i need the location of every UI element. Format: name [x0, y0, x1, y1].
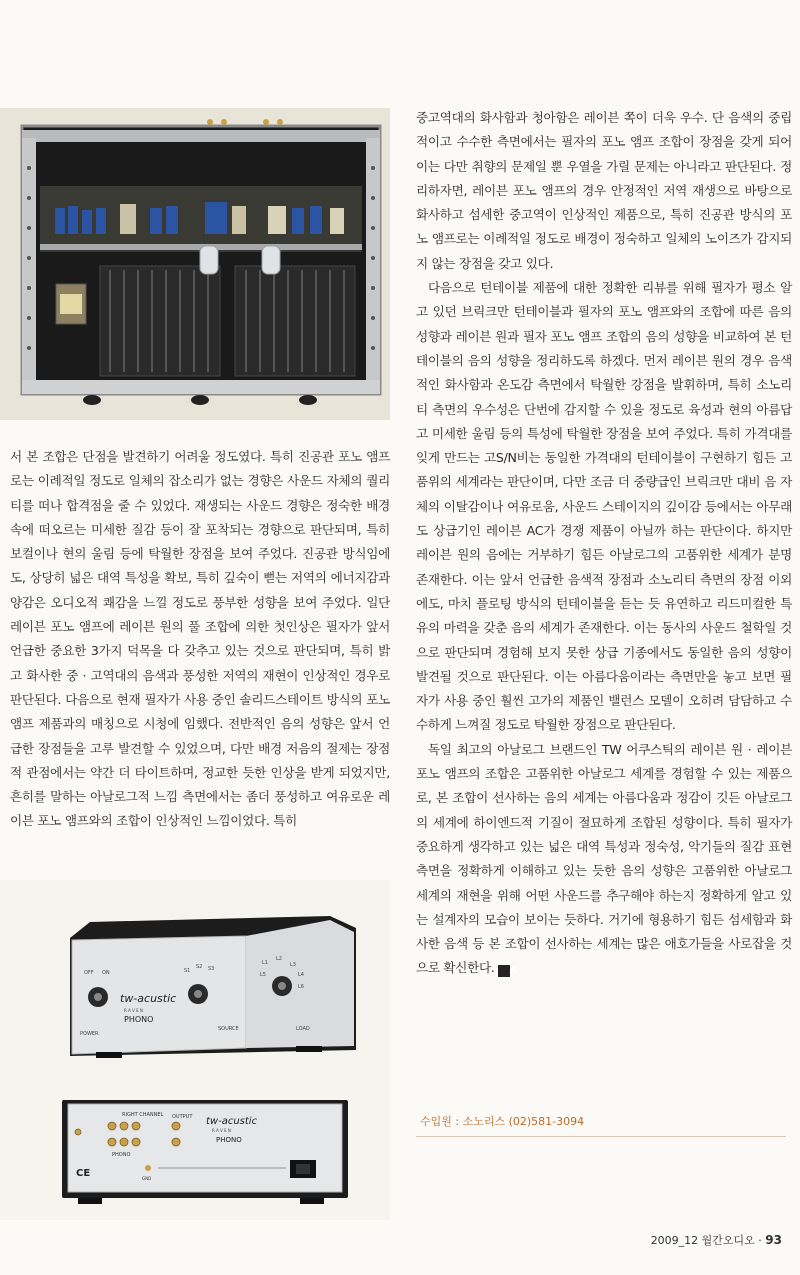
front-brand-text: tw-acustic — [120, 992, 177, 1005]
rear-raven-text: R A V E N — [212, 1128, 231, 1133]
label-power: POWER — [80, 1031, 99, 1037]
supplier-name: 소노리스 (02)581-3094 — [462, 1115, 585, 1128]
amplifier-interior-illustration — [0, 108, 390, 420]
article-left-column — [10, 445, 390, 834]
label-l5: L5 — [260, 972, 266, 978]
ce-mark: CE — [76, 1168, 91, 1179]
label-s3: S3 — [208, 966, 215, 972]
label-off: OFF — [84, 970, 94, 976]
end-mark-icon: A — [498, 965, 510, 977]
article-paragraph — [416, 738, 792, 981]
label-load: LOAD — [296, 1026, 310, 1032]
rear-phono-text: PHONO — [216, 1136, 242, 1144]
issue-label: 2009_12 월간오디오 · — [650, 1234, 766, 1247]
label-l4: L4 — [298, 972, 304, 978]
page-footer — [651, 1232, 782, 1248]
label-l6: L6 — [298, 984, 304, 990]
front-phono-text: PHONO — [124, 1015, 154, 1024]
amplifier-interior-photo — [0, 108, 390, 420]
label-l2: L2 — [276, 956, 282, 962]
rear-brand-text: tw-acustic — [206, 1116, 258, 1127]
article-paragraph: 중고역대의 화사함과 청아함은 레이븐 쪽이 더욱 우수. 단 음색의 중립적이고 수수한 측면에서는 필자의 포노 앰프 조합이 장점을 갖게 되어 이는 다만 취향의 문제일 뿐 우열을 가릴 문제는 아니라고 판단된다. 정리하자면, 레이븐 포노 앰프의 경우 안정적인 저역 재생으로 바탕으로 화사하고 섬세한 중고역이 인상적인 제품으로, 특히 진공관 방식의 포노 앰프로는 이례적일 정도로 배경이 정숙하고 일체의 노이즈가 감지되지 않는 장점을 갖고 있다. — [416, 110, 792, 271]
front-raven-text: R A V E N — [124, 1008, 143, 1013]
supplier-divider — [416, 1136, 786, 1137]
label-rear-phono-input: PHONO — [112, 1152, 131, 1158]
article-paragraph: 서 본 조합은 단점을 발견하기 어려울 정도였다. 특히 진공관 포노 앰프로는 이례적일 정도로 일체의 잡소리가 없는 경향은 사운드 자체의 퀄리티를 떠나 합격점을 줄 수 있었다. 재생되는 사운드 경향은 정숙한 배경 속에 떠오르는 미세한 질감 등이 잘 포착되는 경향으로 판단되며, 특히 보컬이나 현의 울림 등에 탁월한 장점을 보여 주었다. 진공관 방식임에도, 상당히 넓은 대역 특성을 확보, 특히 깊숙이 뻗는 저역의 에너지감과 양감은 오디오적 쾌감을 느낄 정도로 풍부한 성향을 보여 주었다. 일단 레이븐 포노 앰프에 레이븐 원의 풀 조합에 의한 첫인상은 필자가 앞서 언급한 중요한 3가지 덕목을 다 갖추고 있는 것으로 판단되며, 특히 밝고 화사한 중 · 고역대의 음색과 풍성한 저역의 재현이 인상적인 경우로 판단된다. 다음으로 현재 필자가 사용 중인 솔리드스테이트 방식의 포노 앰프 제품과의 매칭으로 시청에 임했다. 전반적인 음의 성향은 앞서 언급한 장점들을 고루 발견할 수 있었으며, 다만 배경 저음의 절제는 장점적 관점에서는 약간 더 타이트하며, 정교한 듯한 인상을 받게 되었지만, 흔히를 말하는 아날로그적 느낌 측면에서는 좀더 풍성하고 여유로운 레이븐 포노 앰프와의 조합이 인상적인 느낌이었다. 특히 — [10, 449, 390, 829]
label-s2: S2 — [196, 964, 203, 970]
article-paragraph: 다음으로 턴테이블 제품에 대한 정확한 리뷰를 위해 필자가 평소 알고 있던 브릭크만 턴테이블과 필자의 포노 앰프와의 조합에 따른 음의 성향과 레이븐 원과 필자 포노 앰프 조합의 음의 성향을 비교하여 본 턴테이블의 음의 성향을 정리하도록 하겠다. 먼저 레이븐 원의 경우 음색적인 화사함과 온도감 측면에서 탁월한 강점을 발휘하며, 특히 소노리티 측면의 우수성은 단번에 감지할 수 있을 정도로 육성과 현의 아름답고 미세한 울림 등의 특성에 탁월한 장점을 보여 주었다. 특히 가격대를 잊게 만드는 고S/N비는 동일한 가격대의 턴테이블이 구현하기 힘든 고품위의 세계라는 판단이며, 다만 조금 더 중량급인 브릭크만 대비 음 자체의 이탈감이나 여유로움, 사운드 스테이지의 깊이감 등에서는 아무래도 상급기인 레이븐 AC가 경쟁 제품이 아닐까 하는 판단이다. 하지만 레이븐 원의 음에는 거부하기 힘든 아날로그의 고품위한 세계가 분명 존재한다. 이는 앞서 언급한 음색적 장점과 소노리티 측면의 장점 이외에도, 마치 플로팅 방식의 턴테이블을 듣는 듯 유연하고 리드미컬한 특유의 마력을 갖춘 음의 세계가 존재한다. 이는 동사의 사운드 철학일 것으로 판단되며 경험해 보지 못한 상급 기종에서도 동일한 음의 성향이 발견될 것으로 판단된다. 이는 아름다움이라는 측면만을 놓고 보면 필자가 사용 중인 훨씬 고가의 제품인 밸런스 모델이 오히려 담담하고 수수하게 느껴질 정도로 탁월한 장점으로 판단된다. — [416, 280, 792, 733]
amplifier-front-rear-illustration — [0, 880, 390, 1220]
article-paragraph-text: 독일 최고의 아날로그 브랜드인 TW 어쿠스틱의 레이븐 원 · 레이븐 포노 앰프의 조합은 고품위한 아날로그 세계를 경험할 수 있는 제품으로, 본 조합이 선사하는 음의 세계는 아름다움과 정감이 깃든 아날로그의 세계에 하이엔드적 기질이 절묘하게 조합된 성향이다. 특히 필자가 중요하게 생각하고 있는 넓은 대역 특성과 정숙성, 악기들의 질감 표현 측면을 정확하게 이해하고 있는 듯한 음의 성향은 고품위한 아날로그 세계의 재현을 위해 어떤 사운드를 추구해야 하는지 정확하게 알고 있는 설계자의 모습이 보이는 듯하다. 거기에 형용하기 힘든 섬세함과 화사한 음색 등 본 조합이 선사하는 세계는 많은 애호가들을 사로잡을 것으로 확신한다. — [416, 741, 792, 976]
label-on: ON — [102, 970, 110, 976]
article-right-column — [416, 106, 792, 981]
supplier-info — [420, 1113, 584, 1129]
label-l3: L3 — [290, 962, 296, 968]
label-source: SOURCE — [218, 1026, 239, 1032]
supplier-label: 수입원 : — [420, 1115, 463, 1128]
amplifier-product-photos — [0, 880, 390, 1220]
page-number: 93 — [765, 1233, 782, 1247]
label-right-channel: RIGHT CHANNEL — [122, 1112, 164, 1118]
label-l1: L1 — [262, 960, 268, 966]
label-s1: S1 — [184, 968, 191, 974]
label-output: OUTPUT — [172, 1114, 193, 1120]
label-gnd: GND — [142, 1176, 152, 1181]
